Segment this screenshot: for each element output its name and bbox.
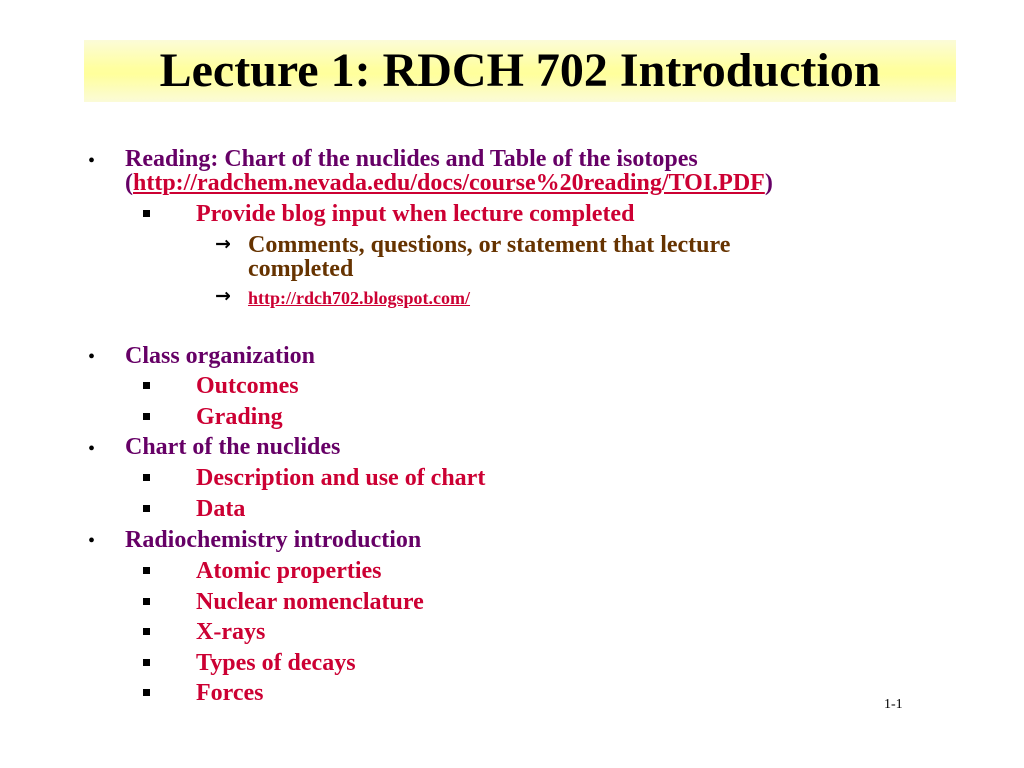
bullet-dot: •: [88, 150, 96, 172]
x-rays-item: X-rays: [196, 619, 266, 645]
chart-nuclides-label: Chart of the nuclides: [125, 434, 341, 460]
blog-input-item: Provide blog input when lecture completed: [196, 201, 635, 227]
arrow-bullet-icon: →: [215, 233, 231, 255]
square-bullet-icon: [143, 382, 150, 389]
paren-close: ): [764, 170, 773, 196]
paren-open: (: [125, 170, 133, 196]
types-of-decays-item: Types of decays: [196, 650, 356, 676]
radiochemistry-label: Radiochemistry introduction: [125, 527, 422, 553]
description-item: Description and use of chart: [196, 465, 486, 491]
forces-item: Forces: [196, 680, 264, 706]
square-bullet-icon: [143, 628, 150, 635]
comments-item-line2: completed: [248, 256, 354, 282]
grading-item: Grading: [196, 404, 283, 430]
class-organization-label: Class organization: [125, 343, 316, 369]
data-item: Data: [196, 496, 246, 522]
square-bullet-icon: [143, 505, 150, 512]
square-bullet-icon: [143, 210, 150, 217]
bullet-dot: •: [88, 438, 96, 460]
bullet-dot: •: [88, 346, 96, 368]
square-bullet-icon: [143, 689, 150, 696]
blog-link[interactable]: http://rdch702.blogspot.com/: [248, 288, 471, 308]
square-bullet-icon: [143, 474, 150, 481]
outcomes-item: Outcomes: [196, 373, 299, 399]
square-bullet-icon: [143, 567, 150, 574]
slide-title: Lecture 1: RDCH 702 Introduction: [159, 44, 881, 97]
reading-item-label: Reading: Chart of the nuclides and Table of the isotopes: [125, 146, 698, 172]
bullet-dot: •: [88, 530, 96, 552]
toi-pdf-link[interactable]: http://radchem.nevada.edu/docs/course%20reading/TOI.PDF: [133, 170, 765, 196]
reading-link-line: [125, 170, 773, 197]
page-number: 1-1: [884, 697, 903, 712]
atomic-properties-item: Atomic properties: [196, 558, 382, 584]
comments-item-line1: Comments, questions, or statement that lecture: [248, 232, 731, 258]
square-bullet-icon: [143, 413, 150, 420]
square-bullet-icon: [143, 659, 150, 666]
arrow-bullet-icon: →: [215, 285, 231, 307]
nuclear-nomenclature-item: Nuclear nomenclature: [196, 589, 424, 615]
square-bullet-icon: [143, 598, 150, 605]
